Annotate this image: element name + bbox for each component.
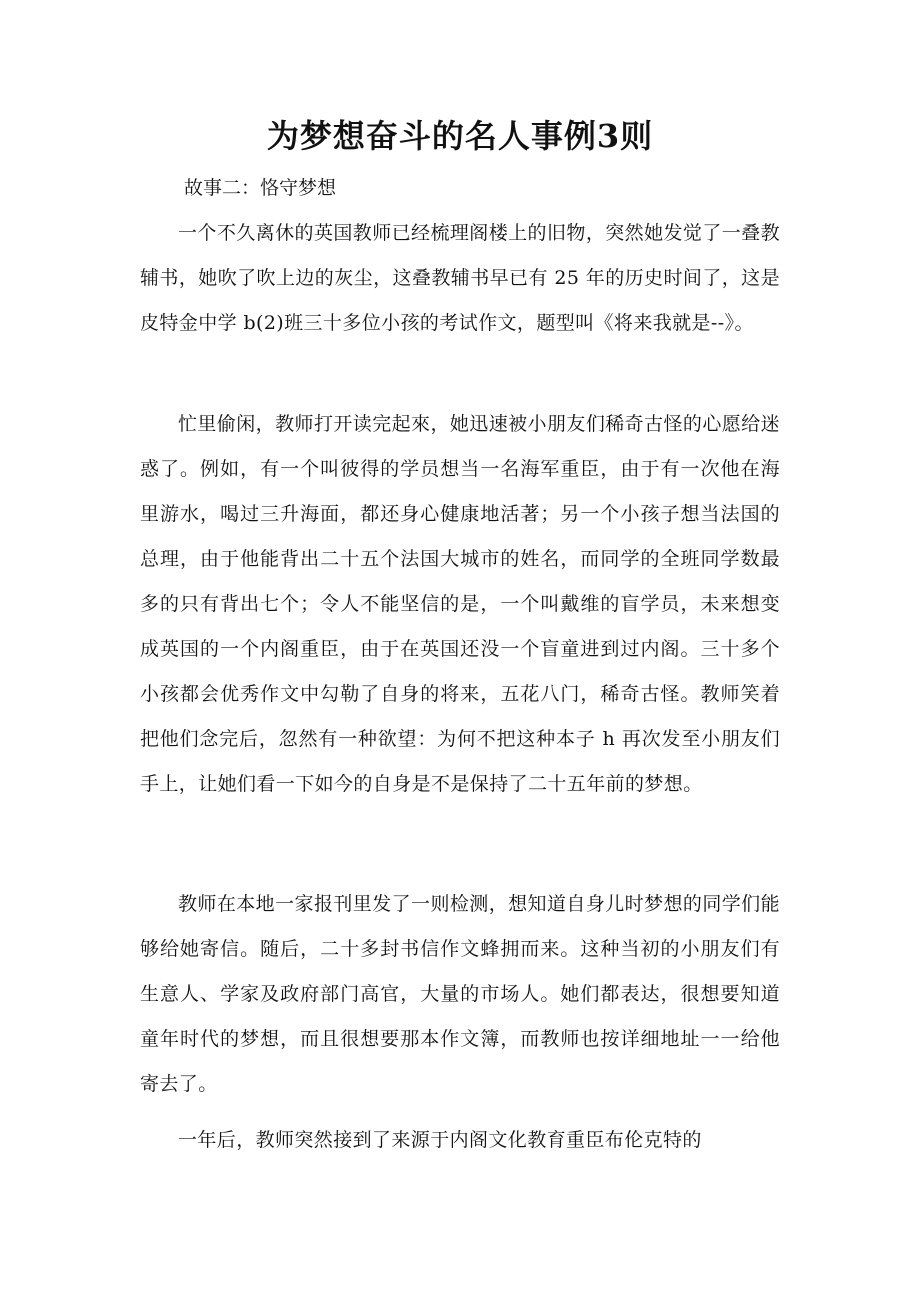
document-title: 为梦想奋斗的名人事例3则 xyxy=(266,117,654,155)
paragraph-2: 忙里偷闲，教师打开读完起來，她迅速被小朋友们稀奇古怪的心愿给迷惑了。例如，有一个叫彼得的学员想当一名海军重臣，由于有一次他在海里游水，喝过三升海面，都还身心健康地活著；另一个小孩子想当法国的总理，由于他能背出二十五个法国大城市的姓名，而同学的全班同学数最多的只有背出七个；令人不能坚信的是，一个叫戴维的盲学员，未来想变成英国的一个内阁重臣，由于在英国还没一个盲童进到过内阁。三十多个小孩都会优秀作文中勾勒了自身的将来，五花八门，稀奇古怪。教师笑着把他们念完后，忽然有一种欲望：为何不把这种本子 h 再次发至小朋友们手上，让她们看一下如今的自身是不是保持了二十五年前的梦想。 xyxy=(140,413,780,795)
paragraph-4: 一年后，教师突然接到了来源于内阁文化教育重臣布伦克特的 xyxy=(178,1129,702,1151)
paragraph-3: 教师在本地一家报刊里发了一则检测，想知道自身儿时梦想的同学们能够给她寄信。随后，二十多封书信作文蜂拥而来。这种当初的小朋友们有生意人、学家及政府部门高官，大量的市场人。她们都表达，很想要知道童年时代的梦想，而且很想要那本作文簿，而教师也按详细地址一一给他寄去了。 xyxy=(140,893,780,1095)
story-subtitle: 故事二：恪守梦想 xyxy=(184,177,337,199)
paragraph-1: 一个不久离休的英国教师已经梳理阁楼上的旧物，突然她发觉了一叠教辅书，她吹了吹上边的灰尘，这叠教辅书早已有 25 年的历史时间了，这是皮特金中学 b(2)班三十多位小孩的考试作文，题型叫《将来我就是--》。 xyxy=(140,222,780,334)
